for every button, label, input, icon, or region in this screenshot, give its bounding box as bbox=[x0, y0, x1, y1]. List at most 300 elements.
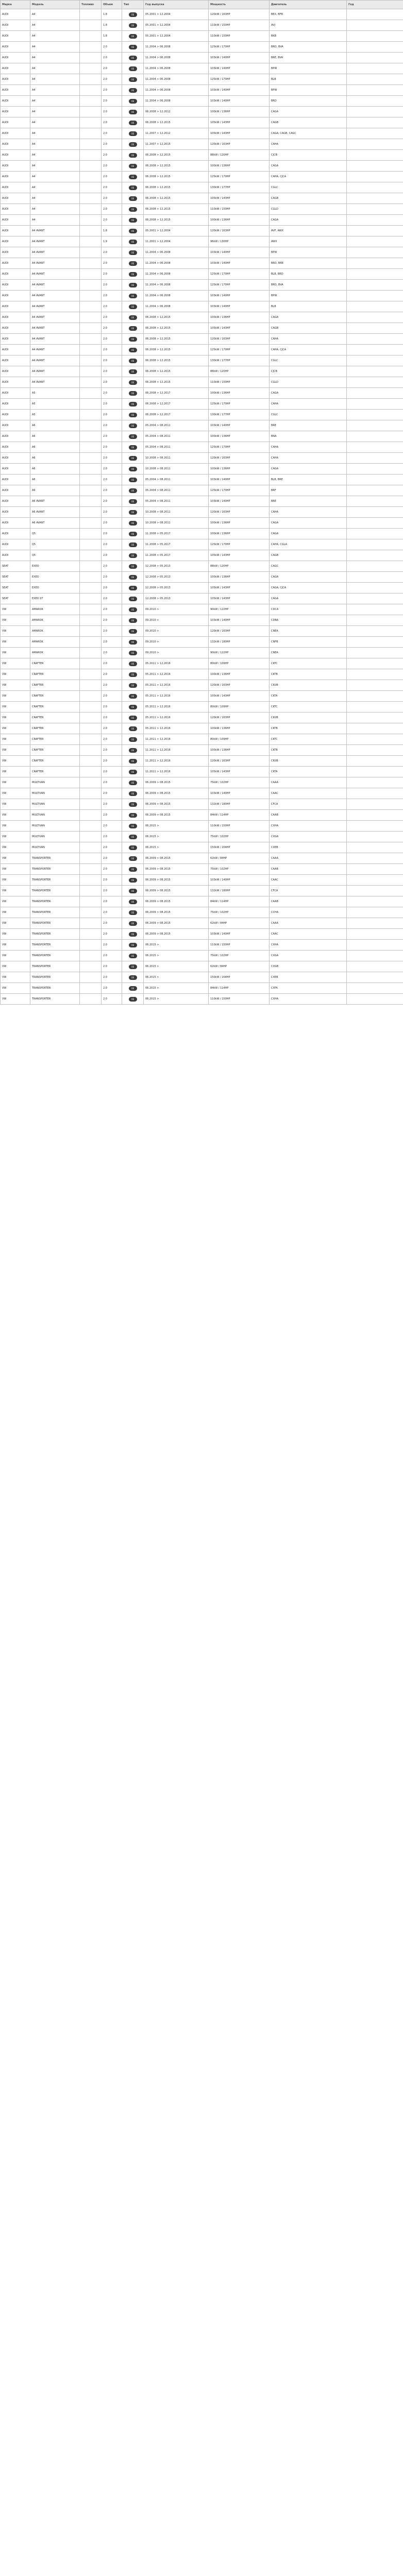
table-cell: CDBA bbox=[270, 615, 347, 626]
type-badge: ОЕ bbox=[129, 532, 137, 536]
table-cell: 05.2001 > 12.2004 bbox=[144, 31, 209, 42]
type-badge: ОЕ bbox=[129, 845, 137, 850]
table-cell: 103kW / 140HP bbox=[209, 301, 270, 312]
table-cell: 2.0 bbox=[102, 204, 122, 215]
table-cell bbox=[347, 410, 403, 420]
table-cell bbox=[80, 215, 102, 226]
type-cell bbox=[122, 226, 144, 236]
type-cell bbox=[122, 301, 144, 312]
table-cell: A4 AVANT bbox=[30, 312, 80, 323]
table-cell: 11.2004 > 06.2008 bbox=[144, 269, 209, 280]
table-cell: 103kW / 140HP bbox=[209, 53, 270, 63]
table-cell: 75kW / 102HP bbox=[209, 832, 270, 842]
table-cell: CGLC bbox=[270, 355, 347, 366]
table-cell bbox=[347, 886, 403, 896]
type-cell bbox=[122, 31, 144, 42]
table-cell: CXGA bbox=[270, 951, 347, 961]
table-cell: CRAFTER bbox=[30, 767, 80, 777]
table-row bbox=[1, 474, 403, 485]
table-cell: EXEO bbox=[30, 583, 80, 594]
table-cell: 06.2008 > 12.2015 bbox=[144, 150, 209, 161]
table-cell bbox=[80, 96, 102, 107]
table-cell bbox=[347, 702, 403, 713]
table-cell bbox=[80, 442, 102, 453]
table-cell: TRANSPORTER bbox=[30, 929, 80, 940]
type-badge: ОЕ bbox=[129, 683, 137, 688]
table-cell: 06.2015 > bbox=[144, 951, 209, 961]
table-cell: CFCA bbox=[270, 886, 347, 896]
table-row bbox=[1, 940, 403, 951]
table-cell: CAGB bbox=[270, 323, 347, 334]
table-cell: AUDI bbox=[1, 496, 30, 507]
table-cell: AVF, AWX bbox=[270, 226, 347, 236]
table-cell bbox=[347, 366, 403, 377]
table-cell: BRE bbox=[270, 420, 347, 431]
table-cell: CAHA, CJCA bbox=[270, 345, 347, 355]
table-cell bbox=[347, 691, 403, 702]
type-cell bbox=[122, 626, 144, 637]
table-row bbox=[1, 637, 403, 648]
table-cell: 2.0 bbox=[102, 507, 122, 518]
table-cell: MULTIVAN bbox=[30, 821, 80, 832]
type-cell bbox=[122, 107, 144, 117]
table-cell: 2.0 bbox=[102, 658, 122, 669]
table-cell: MULTIVAN bbox=[30, 788, 80, 799]
table-cell bbox=[347, 961, 403, 972]
table-cell bbox=[80, 269, 102, 280]
type-cell bbox=[122, 864, 144, 875]
table-row bbox=[1, 691, 403, 702]
table-cell bbox=[80, 453, 102, 464]
table-row bbox=[1, 767, 403, 777]
table-cell: 103kW / 140HP bbox=[209, 63, 270, 74]
table-cell: CAHA bbox=[270, 507, 347, 518]
table-cell: 2.0 bbox=[102, 345, 122, 355]
table-cell: 06.2009 > 08.2015 bbox=[144, 896, 209, 907]
table-row bbox=[1, 842, 403, 853]
type-cell bbox=[122, 312, 144, 323]
type-badge: ОЕ bbox=[129, 45, 137, 49]
table-cell: AUDI bbox=[1, 128, 30, 139]
table-cell: 2.0 bbox=[102, 139, 122, 150]
table-cell: AUDI bbox=[1, 539, 30, 550]
type-cell bbox=[122, 961, 144, 972]
type-cell bbox=[122, 269, 144, 280]
table-cell bbox=[80, 961, 102, 972]
type-cell bbox=[122, 280, 144, 291]
table-cell: A5 bbox=[30, 388, 80, 399]
table-cell: A4 bbox=[30, 215, 80, 226]
table-cell: BRD bbox=[270, 96, 347, 107]
table-cell bbox=[80, 972, 102, 983]
table-cell: 2.0 bbox=[102, 886, 122, 896]
type-cell bbox=[122, 691, 144, 702]
table-cell bbox=[80, 864, 102, 875]
table-cell bbox=[80, 583, 102, 594]
table-row bbox=[1, 420, 403, 431]
table-cell: VW bbox=[1, 702, 30, 713]
table-cell bbox=[347, 345, 403, 355]
table-cell: BLB bbox=[270, 301, 347, 312]
table-cell bbox=[80, 117, 102, 128]
type-badge: ОЕ bbox=[129, 478, 137, 482]
table-cell: 2.0 bbox=[102, 972, 122, 983]
table-cell: 05.2004 > 08.2011 bbox=[144, 496, 209, 507]
table-row bbox=[1, 918, 403, 929]
table-cell bbox=[80, 464, 102, 474]
table-cell: 2.0 bbox=[102, 85, 122, 96]
table-cell: AUDI bbox=[1, 388, 30, 399]
table-cell: 100kW / 136HP bbox=[209, 312, 270, 323]
table-cell: A4 bbox=[30, 20, 80, 31]
table-cell bbox=[80, 399, 102, 410]
table-cell: 1.8 bbox=[102, 20, 122, 31]
table-cell: 2.0 bbox=[102, 420, 122, 431]
type-cell bbox=[122, 853, 144, 864]
table-cell: A4 AVANT bbox=[30, 236, 80, 247]
table-cell bbox=[347, 63, 403, 74]
table-cell: AUDI bbox=[1, 334, 30, 345]
table-cell bbox=[80, 474, 102, 485]
table-cell: 103kW / 140HP bbox=[209, 96, 270, 107]
table-cell: 2.0 bbox=[102, 983, 122, 994]
table-cell bbox=[80, 853, 102, 864]
table-row bbox=[1, 518, 403, 529]
table-cell: 110kW / 150HP bbox=[209, 821, 270, 832]
table-cell bbox=[80, 312, 102, 323]
type-cell bbox=[122, 583, 144, 594]
table-cell: 132kW / 180HP bbox=[209, 799, 270, 810]
table-cell: AUDI bbox=[1, 550, 30, 561]
table-cell bbox=[80, 907, 102, 918]
table-cell: 2.0 bbox=[102, 615, 122, 626]
table-row bbox=[1, 388, 403, 399]
table-cell: A4 bbox=[30, 96, 80, 107]
table-cell bbox=[347, 680, 403, 691]
table-cell: CAGC bbox=[270, 561, 347, 572]
table-cell: A4 bbox=[30, 150, 80, 161]
table-cell bbox=[347, 431, 403, 442]
table-cell: 80kW / 109HP bbox=[209, 658, 270, 669]
table-cell: CAAC bbox=[270, 875, 347, 886]
table-cell: VW bbox=[1, 669, 30, 680]
table-cell: CKTB bbox=[270, 745, 347, 756]
table-cell: AUDI bbox=[1, 529, 30, 539]
table-cell: CGLD bbox=[270, 204, 347, 215]
table-cell: AUDI bbox=[1, 453, 30, 464]
type-cell bbox=[122, 161, 144, 172]
table-cell: 100kW / 136HP bbox=[209, 723, 270, 734]
type-cell bbox=[122, 117, 144, 128]
table-cell bbox=[347, 485, 403, 496]
table-cell: CRAFTER bbox=[30, 745, 80, 756]
table-cell bbox=[80, 193, 102, 204]
table-cell: CAHA bbox=[270, 139, 347, 150]
table-cell: CRAFTER bbox=[30, 680, 80, 691]
table-cell: 06.2008 > 12.2015 bbox=[144, 117, 209, 128]
type-cell bbox=[122, 236, 144, 247]
table-cell: A4 AVANT bbox=[30, 226, 80, 236]
table-cell bbox=[80, 702, 102, 713]
table-cell bbox=[80, 615, 102, 626]
table-cell: CRAFTER bbox=[30, 691, 80, 702]
table-cell bbox=[347, 442, 403, 453]
table-cell: 2.0 bbox=[102, 53, 122, 63]
type-cell bbox=[122, 464, 144, 474]
table-cell: 103kW / 140HP bbox=[209, 85, 270, 96]
table-cell: 2.0 bbox=[102, 875, 122, 886]
table-cell bbox=[80, 388, 102, 399]
table-cell bbox=[80, 669, 102, 680]
table-cell: VW bbox=[1, 648, 30, 658]
table-cell: 103kW / 140HP bbox=[209, 258, 270, 269]
table-row bbox=[1, 42, 403, 53]
table-cell bbox=[347, 821, 403, 832]
table-cell: CKTA bbox=[270, 767, 347, 777]
table-cell bbox=[347, 161, 403, 172]
table-row bbox=[1, 345, 403, 355]
type-cell bbox=[122, 550, 144, 561]
table-cell: 06.2008 > 12.2015 bbox=[144, 377, 209, 388]
table-cell: 110kW / 150HP bbox=[209, 994, 270, 1005]
table-cell: 05.2011 > 12.2016 bbox=[144, 680, 209, 691]
table-cell: CKUB bbox=[270, 680, 347, 691]
table-cell bbox=[347, 615, 403, 626]
table-row bbox=[1, 994, 403, 1005]
table-cell: AUDI bbox=[1, 366, 30, 377]
table-cell: A4 AVANT bbox=[30, 247, 80, 258]
table-cell: AWX bbox=[270, 236, 347, 247]
table-cell: 132kW / 180HP bbox=[209, 886, 270, 896]
type-badge: ОЕ bbox=[129, 153, 137, 158]
table-row bbox=[1, 572, 403, 583]
table-cell: 06.2008 > 12.2015 bbox=[144, 334, 209, 345]
table-cell: 105kW / 143HP bbox=[209, 323, 270, 334]
table-cell: A4 AVANT bbox=[30, 280, 80, 291]
table-cell: A6 bbox=[30, 464, 80, 474]
table-cell: VW bbox=[1, 680, 30, 691]
type-badge: ОЕ bbox=[129, 413, 137, 417]
type-cell bbox=[122, 637, 144, 648]
table-cell bbox=[347, 204, 403, 215]
type-badge: ОЕ bbox=[129, 694, 137, 699]
table-cell: VW bbox=[1, 604, 30, 615]
type-badge: ОЕ bbox=[129, 759, 137, 764]
type-cell bbox=[122, 799, 144, 810]
table-cell: MULTIVAN bbox=[30, 832, 80, 842]
table-cell: CFCA bbox=[270, 799, 347, 810]
table-cell: 88kW / 120HP bbox=[209, 366, 270, 377]
table-cell: 10.2008 > 08.2011 bbox=[144, 507, 209, 518]
type-badge: ОЕ bbox=[129, 207, 137, 212]
table-cell: 80kW / 109HP bbox=[209, 734, 270, 745]
table-cell: 75kW / 102HP bbox=[209, 951, 270, 961]
type-cell bbox=[122, 496, 144, 507]
table-cell: 125kW / 170HP bbox=[209, 442, 270, 453]
type-badge: ОЕ bbox=[129, 553, 137, 558]
type-badge: ОЕ bbox=[129, 434, 137, 439]
table-cell bbox=[347, 853, 403, 864]
type-badge: ОЕ bbox=[129, 748, 137, 753]
table-cell bbox=[347, 745, 403, 756]
table-cell: A6 AVANT bbox=[30, 518, 80, 529]
table-cell: 100kW / 136HP bbox=[209, 107, 270, 117]
table-cell bbox=[347, 626, 403, 637]
table-cell: A4 AVANT bbox=[30, 301, 80, 312]
table-cell: 125kW / 170HP bbox=[209, 399, 270, 410]
table-cell: AUDI bbox=[1, 312, 30, 323]
table-cell: AUDI bbox=[1, 74, 30, 85]
table-row bbox=[1, 410, 403, 420]
table-cell bbox=[80, 485, 102, 496]
column-header: Объем bbox=[102, 1, 122, 9]
table-cell bbox=[347, 604, 403, 615]
table-cell bbox=[347, 972, 403, 983]
table-row bbox=[1, 96, 403, 107]
table-cell: AMAROK bbox=[30, 648, 80, 658]
table-cell: CKTC bbox=[270, 702, 347, 713]
table-cell: 2.0 bbox=[102, 496, 122, 507]
table-cell bbox=[347, 9, 403, 20]
table-cell: 103kW / 140HP bbox=[209, 615, 270, 626]
table-cell: CXHA bbox=[270, 994, 347, 1005]
table-row bbox=[1, 583, 403, 594]
type-cell bbox=[122, 842, 144, 853]
table-cell bbox=[80, 539, 102, 550]
table-cell: 06.2015 > bbox=[144, 842, 209, 853]
table-cell bbox=[347, 550, 403, 561]
table-cell: EXEO bbox=[30, 561, 80, 572]
table-row bbox=[1, 550, 403, 561]
table-cell: 06.2008 > 12.2012 bbox=[144, 107, 209, 117]
table-row bbox=[1, 615, 403, 626]
table-cell: 105kW / 143HP bbox=[209, 193, 270, 204]
table-cell: 2.0 bbox=[102, 539, 122, 550]
type-badge: ОЕ bbox=[129, 737, 137, 742]
table-cell bbox=[347, 226, 403, 236]
table-row bbox=[1, 193, 403, 204]
table-cell: 84kW / 114HP bbox=[209, 810, 270, 821]
table-cell: CRAFTER bbox=[30, 756, 80, 767]
table-cell: BRE bbox=[270, 496, 347, 507]
table-cell bbox=[80, 875, 102, 886]
table-cell: 11.2001 > 12.2004 bbox=[144, 236, 209, 247]
table-cell: A6 bbox=[30, 420, 80, 431]
table-cell bbox=[80, 431, 102, 442]
table-cell: AUDI bbox=[1, 464, 30, 474]
type-badge: ОЕ bbox=[129, 34, 137, 39]
table-cell: SEAT bbox=[1, 583, 30, 594]
type-cell bbox=[122, 994, 144, 1005]
type-cell bbox=[122, 788, 144, 799]
table-cell bbox=[347, 907, 403, 918]
table-cell bbox=[347, 918, 403, 929]
table-cell bbox=[347, 53, 403, 63]
type-badge: ОЕ bbox=[129, 813, 137, 818]
table-row bbox=[1, 702, 403, 713]
table-cell: 2.0 bbox=[102, 258, 122, 269]
table-cell: 2.0 bbox=[102, 702, 122, 713]
type-cell bbox=[122, 907, 144, 918]
table-cell: CAGB bbox=[270, 550, 347, 561]
table-cell: AUDI bbox=[1, 204, 30, 215]
table-cell bbox=[347, 139, 403, 150]
table-row bbox=[1, 886, 403, 896]
table-cell: VW bbox=[1, 821, 30, 832]
table-cell bbox=[80, 691, 102, 702]
type-badge: ОЕ bbox=[129, 640, 137, 645]
table-cell bbox=[347, 951, 403, 961]
table-cell: 75kW / 102HP bbox=[209, 864, 270, 875]
table-cell: 11.2004 > 06.2008 bbox=[144, 74, 209, 85]
table-cell bbox=[347, 31, 403, 42]
table-cell: CAGA, CJCA bbox=[270, 583, 347, 594]
table-cell: 125kW / 170HP bbox=[209, 485, 270, 496]
table-cell: 84kW / 114HP bbox=[209, 896, 270, 907]
type-badge: ОЕ bbox=[129, 791, 137, 796]
type-cell bbox=[122, 442, 144, 453]
table-cell: A4 bbox=[30, 193, 80, 204]
table-cell bbox=[80, 139, 102, 150]
table-cell: 05.2001 > 12.2004 bbox=[144, 9, 209, 20]
table-cell: 06.2008 > 12.2017 bbox=[144, 410, 209, 420]
table-cell bbox=[80, 896, 102, 907]
table-cell: 11.2004 > 06.2008 bbox=[144, 63, 209, 74]
table-cell: VW bbox=[1, 734, 30, 745]
table-cell: TRANSPORTER bbox=[30, 961, 80, 972]
table-cell: 100kW / 136HP bbox=[209, 161, 270, 172]
table-cell: VW bbox=[1, 951, 30, 961]
table-cell: 103kW / 140HP bbox=[209, 247, 270, 258]
table-cell: VW bbox=[1, 658, 30, 669]
table-cell: 103kW / 140HP bbox=[209, 420, 270, 431]
table-row bbox=[1, 896, 403, 907]
table-cell: Q5 bbox=[30, 539, 80, 550]
table-row bbox=[1, 734, 403, 745]
table-cell bbox=[80, 518, 102, 529]
table-cell bbox=[347, 301, 403, 312]
table-cell: AUDI bbox=[1, 485, 30, 496]
table-cell bbox=[347, 561, 403, 572]
type-cell bbox=[122, 42, 144, 53]
table-row bbox=[1, 648, 403, 658]
table-cell: 05.2011 > 12.2016 bbox=[144, 658, 209, 669]
table-cell: 06.2009 > 08.2015 bbox=[144, 810, 209, 821]
table-cell: 75kW / 102HP bbox=[209, 907, 270, 918]
type-badge: ОЕ bbox=[129, 662, 137, 666]
table-cell: 06.2008 > 12.2015 bbox=[144, 172, 209, 182]
table-cell: VW bbox=[1, 864, 30, 875]
table-cell: 2.0 bbox=[102, 777, 122, 788]
type-cell bbox=[122, 63, 144, 74]
table-row bbox=[1, 777, 403, 788]
type-badge: ОЕ bbox=[129, 337, 137, 342]
table-cell: 12.2008 > 05.2013 bbox=[144, 583, 209, 594]
table-cell bbox=[80, 799, 102, 810]
type-badge: ОЕ bbox=[129, 56, 137, 60]
table-cell: 06.2008 > 12.2015 bbox=[144, 366, 209, 377]
table-cell bbox=[347, 723, 403, 734]
table-cell: 2.0 bbox=[102, 756, 122, 767]
table-cell: TRANSPORTER bbox=[30, 972, 80, 983]
type-badge: ОЕ bbox=[129, 705, 137, 709]
table-cell: 05.2004 > 08.2011 bbox=[144, 420, 209, 431]
table-cell: AUDI bbox=[1, 474, 30, 485]
table-cell: AUDI bbox=[1, 301, 30, 312]
table-cell bbox=[80, 994, 102, 1005]
table-cell: 2.0 bbox=[102, 442, 122, 453]
column-header: Двигатель bbox=[270, 1, 347, 9]
